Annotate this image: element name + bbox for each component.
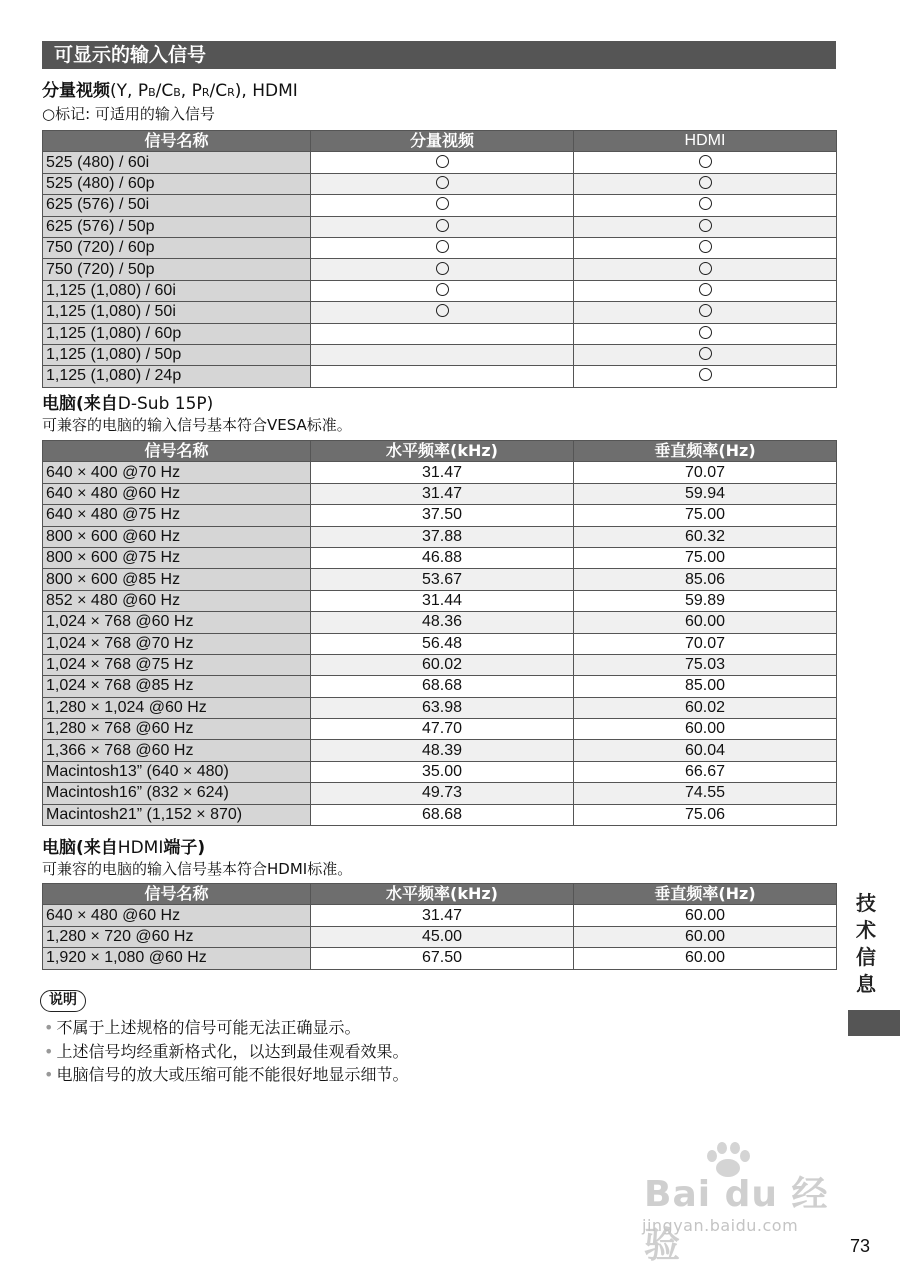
table-row — [43, 483, 837, 504]
horizontal-freq-cell: 37.50 — [311, 505, 574, 526]
table-header-row — [43, 441, 837, 462]
signal-name-cell: 800 × 600 @85 Hz — [43, 569, 311, 590]
supported-circle-icon — [436, 155, 449, 168]
supported-circle-icon — [436, 262, 449, 275]
supported-circle-icon — [436, 283, 449, 296]
horizontal-freq-cell: 31.44 — [311, 590, 574, 611]
table-row — [43, 323, 837, 344]
table-row — [43, 654, 837, 675]
heading-part: , P — [180, 81, 202, 101]
vertical-freq-cell: 60.00 — [574, 926, 837, 947]
component-support-cell — [311, 237, 574, 258]
component-support-cell — [311, 259, 574, 280]
pc-hdmi-note: 可兼容的电脑的输入信号基本符合HDMI标准。 — [42, 860, 353, 878]
table-header-row — [43, 131, 837, 152]
table-row — [43, 905, 837, 926]
hdmi-support-cell — [574, 216, 837, 237]
hdmi-support-cell — [574, 302, 837, 323]
signal-name-cell: 1,125 (1,080) / 60i — [43, 280, 311, 301]
component-heading — [42, 81, 298, 103]
side-tab-char: 信 — [856, 945, 876, 969]
hdmi-support-cell — [574, 259, 837, 280]
signal-name-cell: 525 (480) / 60i — [43, 152, 311, 173]
hdmi-support-cell — [574, 280, 837, 301]
table-row — [43, 280, 837, 301]
pc-hdmi-signal-table — [42, 883, 837, 970]
table-row — [43, 783, 837, 804]
table-row — [43, 926, 837, 947]
horizontal-freq-cell: 46.88 — [311, 547, 574, 568]
signal-name-cell: 750 (720) / 60p — [43, 237, 311, 258]
component-support-cell — [311, 216, 574, 237]
signal-name-cell: 625 (576) / 50p — [43, 216, 311, 237]
hdmi-support-cell — [574, 152, 837, 173]
supported-circle-icon — [699, 240, 712, 253]
hdmi-support-cell — [574, 173, 837, 194]
table-row — [43, 302, 837, 323]
vertical-freq-cell: 59.94 — [574, 483, 837, 504]
supported-circle-icon — [699, 304, 712, 317]
horizontal-freq-cell: 31.47 — [311, 483, 574, 504]
signal-name-cell: Macintosh16” (832 × 624) — [43, 783, 311, 804]
horizontal-freq-cell: 63.98 — [311, 697, 574, 718]
horizontal-freq-cell: 49.73 — [311, 783, 574, 804]
horizontal-freq-cell: 45.00 — [311, 926, 574, 947]
table-row — [43, 462, 837, 483]
vertical-freq-cell: 59.89 — [574, 590, 837, 611]
component-support-cell — [311, 323, 574, 344]
supported-circle-icon — [436, 219, 449, 232]
hdmi-support-cell — [574, 344, 837, 365]
horizontal-freq-cell: 68.68 — [311, 804, 574, 825]
supported-circle-icon — [699, 176, 712, 189]
horizontal-freq-cell: 31.47 — [311, 462, 574, 483]
table-row — [43, 152, 837, 173]
pc-dsub-heading-bold: 电脑(来自 — [42, 394, 118, 414]
component-support-cell — [311, 195, 574, 216]
signal-name-cell: 1,024 × 768 @85 Hz — [43, 676, 311, 697]
supported-circle-icon — [699, 197, 712, 210]
table-row — [43, 195, 837, 216]
supported-circle-icon — [436, 304, 449, 317]
component-support-cell — [311, 173, 574, 194]
table-row — [43, 697, 837, 718]
signal-name-cell: 1,125 (1,080) / 60p — [43, 323, 311, 344]
signal-name-cell: 852 × 480 @60 Hz — [43, 590, 311, 611]
component-support-cell — [311, 152, 574, 173]
vertical-freq-cell: 75.06 — [574, 804, 837, 825]
component-signal-table — [42, 130, 837, 388]
horizontal-freq-cell: 31.47 — [311, 905, 574, 926]
table-row — [43, 612, 837, 633]
supported-circle-icon — [699, 283, 712, 296]
table-row — [43, 569, 837, 590]
horizontal-freq-cell: 67.50 — [311, 948, 574, 969]
col-header-vertical-freq: 垂直频率(Hz) — [574, 884, 837, 905]
heading-part: /C — [155, 81, 174, 101]
pc-dsub-heading — [42, 394, 213, 414]
component-support-cell — [311, 302, 574, 323]
supported-circle-icon — [699, 368, 712, 381]
horizontal-freq-cell: 48.39 — [311, 740, 574, 761]
signal-name-cell: 625 (576) / 50i — [43, 195, 311, 216]
table-row — [43, 633, 837, 654]
vertical-freq-cell: 74.55 — [574, 783, 837, 804]
heading-part: (Y, P — [110, 81, 149, 101]
page-number: 73 — [850, 1236, 871, 1256]
signal-name-cell: 1,125 (1,080) / 24p — [43, 366, 311, 387]
horizontal-freq-cell: 53.67 — [311, 569, 574, 590]
heading-part: /C — [209, 81, 228, 101]
signal-name-cell: 1,280 × 720 @60 Hz — [43, 926, 311, 947]
heading-sub: B — [173, 86, 181, 99]
signal-name-cell: 1,024 × 768 @75 Hz — [43, 654, 311, 675]
table-header-row — [43, 884, 837, 905]
vertical-freq-cell: 60.04 — [574, 740, 837, 761]
col-header-signal-name: 信号名称 — [43, 131, 311, 152]
component-support-cell — [311, 366, 574, 387]
horizontal-freq-cell: 48.36 — [311, 612, 574, 633]
hdmi-support-cell — [574, 195, 837, 216]
signal-name-cell: 640 × 480 @60 Hz — [43, 483, 311, 504]
vertical-freq-cell: 60.00 — [574, 948, 837, 969]
horizontal-freq-cell: 56.48 — [311, 633, 574, 654]
component-support-cell — [311, 344, 574, 365]
supported-circle-icon — [699, 347, 712, 360]
horizontal-freq-cell: 60.02 — [311, 654, 574, 675]
hdmi-support-cell — [574, 366, 837, 387]
table-row — [43, 948, 837, 969]
signal-name-cell: 1,366 × 768 @60 Hz — [43, 740, 311, 761]
note-item: • 不属于上述规格的信号可能无法正确显示。 — [44, 1016, 408, 1040]
watermark-url: jingyan.baidu.com — [642, 1216, 799, 1235]
supported-circle-icon — [699, 262, 712, 275]
pc-hdmi-heading-bold-2: 端子) — [163, 838, 206, 858]
pc-hdmi-heading-bold: 电脑(来自 — [42, 838, 118, 858]
vertical-freq-cell: 85.06 — [574, 569, 837, 590]
signal-name-cell: 1,920 × 1,080 @60 Hz — [43, 948, 311, 969]
pc-dsub-heading-rest: D-Sub 15P) — [117, 394, 214, 414]
signal-name-cell: 1,024 × 768 @60 Hz — [43, 612, 311, 633]
signal-name-cell: 1,280 × 1,024 @60 Hz — [43, 697, 311, 718]
supported-circle-icon — [436, 176, 449, 189]
side-tab-char: 息 — [856, 972, 876, 996]
signal-name-cell: 800 × 600 @75 Hz — [43, 547, 311, 568]
vertical-freq-cell: 70.07 — [574, 462, 837, 483]
watermark-logo-text: Bai du 经验 — [644, 1174, 829, 1266]
component-support-cell — [311, 280, 574, 301]
component-heading-bold: 分量视频 — [42, 81, 110, 101]
horizontal-freq-cell: 35.00 — [311, 761, 574, 782]
vertical-freq-cell: 60.00 — [574, 719, 837, 740]
vertical-freq-cell: 70.07 — [574, 633, 837, 654]
table-row — [43, 719, 837, 740]
note-item: • 上述信号均经重新格式化，以达到最佳观看效果。 — [44, 1040, 408, 1064]
notes-badge: 说明 — [40, 990, 86, 1012]
heading-sub: R — [201, 86, 210, 99]
heading-sub: B — [148, 86, 156, 99]
signal-name-cell: Macintosh13” (640 × 480) — [43, 761, 311, 782]
signal-name-cell: 640 × 480 @75 Hz — [43, 505, 311, 526]
vertical-freq-cell: 75.00 — [574, 547, 837, 568]
pc-dsub-signal-table — [42, 440, 837, 826]
col-header-hdmi: HDMI — [574, 131, 837, 152]
signal-name-cell: 640 × 480 @60 Hz — [43, 905, 311, 926]
col-header-component: 分量视频 — [311, 131, 574, 152]
table-row — [43, 344, 837, 365]
pc-hdmi-heading-rest: HDMI — [117, 838, 164, 858]
table-row — [43, 237, 837, 258]
signal-name-cell: 1,125 (1,080) / 50p — [43, 344, 311, 365]
note-item: • 电脑信号的放大或压缩可能不能很好地显示细节。 — [44, 1063, 408, 1087]
pc-hdmi-heading — [42, 838, 205, 858]
col-header-horizontal-freq: 水平频率(kHz) — [311, 884, 574, 905]
vertical-freq-cell: 85.00 — [574, 676, 837, 697]
signal-name-cell: 640 × 400 @70 Hz — [43, 462, 311, 483]
table-row — [43, 676, 837, 697]
signal-name-cell: 1,125 (1,080) / 50i — [43, 302, 311, 323]
vertical-freq-cell: 60.00 — [574, 905, 837, 926]
col-header-vertical-freq: 垂直频率(Hz) — [574, 441, 837, 462]
watermark — [640, 1140, 850, 1266]
col-header-signal-name: 信号名称 — [43, 441, 311, 462]
table-row — [43, 547, 837, 568]
signal-name-cell: 800 × 600 @60 Hz — [43, 526, 311, 547]
side-tab-char: 术 — [856, 918, 876, 942]
supported-circle-icon — [436, 197, 449, 210]
table-row — [43, 761, 837, 782]
table-row — [43, 505, 837, 526]
horizontal-freq-cell: 37.88 — [311, 526, 574, 547]
hdmi-support-cell — [574, 237, 837, 258]
side-tab-label — [851, 890, 881, 998]
signal-name-cell: 750 (720) / 50p — [43, 259, 311, 280]
signal-name-cell: Macintosh21” (1,152 × 870) — [43, 804, 311, 825]
page-title: 可显示的输入信号 — [42, 41, 836, 69]
side-tab-char: 技 — [856, 891, 876, 915]
horizontal-freq-cell: 47.70 — [311, 719, 574, 740]
supported-circle-icon — [436, 240, 449, 253]
table-row — [43, 366, 837, 387]
table-row — [43, 804, 837, 825]
supported-circle-icon — [699, 326, 712, 339]
table-row — [43, 526, 837, 547]
vertical-freq-cell: 60.02 — [574, 697, 837, 718]
table-row — [43, 216, 837, 237]
heading-sub: R — [227, 86, 235, 99]
col-header-horizontal-freq: 水平频率(kHz) — [311, 441, 574, 462]
vertical-freq-cell: 75.03 — [574, 654, 837, 675]
notes-list — [44, 1016, 408, 1087]
signal-name-cell: 525 (480) / 60p — [43, 173, 311, 194]
table-row — [43, 740, 837, 761]
horizontal-freq-cell: 68.68 — [311, 676, 574, 697]
vertical-freq-cell: 66.67 — [574, 761, 837, 782]
col-header-signal-name: 信号名称 — [43, 884, 311, 905]
component-note: ○标记: 可适用的输入信号 — [42, 105, 215, 123]
table-row — [43, 173, 837, 194]
heading-part: ), HDMI — [234, 81, 298, 101]
signal-name-cell: 1,280 × 768 @60 Hz — [43, 719, 311, 740]
vertical-freq-cell: 60.00 — [574, 612, 837, 633]
vertical-freq-cell: 60.32 — [574, 526, 837, 547]
vertical-freq-cell: 75.00 — [574, 505, 837, 526]
side-tab-bar — [848, 1010, 900, 1036]
supported-circle-icon — [699, 155, 712, 168]
table-row — [43, 259, 837, 280]
table-row — [43, 590, 837, 611]
hdmi-support-cell — [574, 323, 837, 344]
pc-dsub-note: 可兼容的电脑的输入信号基本符合VESA标准。 — [42, 416, 352, 434]
supported-circle-icon — [699, 219, 712, 232]
signal-name-cell: 1,024 × 768 @70 Hz — [43, 633, 311, 654]
